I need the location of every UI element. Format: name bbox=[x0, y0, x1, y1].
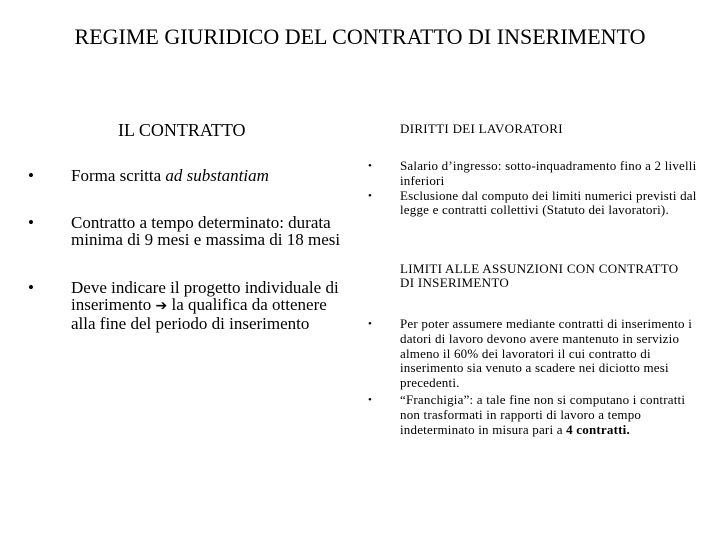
slide-title: REGIME GIURIDICO DEL CONTRATTO DI INSERIMENTO bbox=[74, 24, 646, 49]
rights-list bbox=[368, 159, 698, 218]
bullet-marker: • bbox=[28, 166, 34, 185]
item-bold-text: 4 contratti. bbox=[566, 421, 630, 437]
list-item bbox=[28, 167, 348, 184]
item-text: Deve indicare il progetto individuale di inserimento bbox=[71, 278, 339, 314]
list-item bbox=[28, 214, 348, 248]
item-text: Salario d’ingresso: sotto-inquadramento fino a 2 livelli inferiori bbox=[400, 158, 697, 188]
limits-heading: LIMITI ALLE ASSUNZIONI CON CONTRATTO DI INSERIMENTO bbox=[400, 261, 679, 290]
rights-heading: DIRITTI DEI LAVORATORI bbox=[400, 121, 563, 136]
left-column-heading: IL CONTRATTO bbox=[118, 120, 246, 140]
item-text: Per poter assumere mediante contratti di inserimento i datori di lavoro devono avere mantenuto in servizio almeno il 60% dei lavoratori il cui contratto di inserimento sia venuto a scadere nei diciotto mesi precedenti. bbox=[400, 316, 693, 391]
bullet-marker: • bbox=[28, 213, 34, 232]
bullet-marker: • bbox=[368, 318, 373, 330]
item-italic-text: ad substantiam bbox=[165, 166, 269, 185]
list-item bbox=[368, 189, 698, 219]
item-text: Contratto a tempo determinato: durata minima di 9 mesi e massima di 18 mesi bbox=[71, 213, 341, 249]
list-item bbox=[368, 393, 698, 437]
arrow-right-icon: ➔ bbox=[155, 298, 168, 314]
item-text: “Franchigia”: a tale fine non si computano i contratti non trasformati in rapporti di lavoro a tempo indeterminato in misura pari a bbox=[400, 391, 686, 437]
list-item bbox=[368, 317, 698, 391]
list-item bbox=[28, 279, 348, 332]
bullet-marker: • bbox=[368, 189, 373, 202]
limits-list bbox=[368, 317, 698, 437]
bullet-marker: • bbox=[28, 278, 34, 297]
bullet-marker: • bbox=[368, 160, 373, 172]
left-bullet-list bbox=[28, 167, 348, 358]
bullet-marker: • bbox=[368, 393, 373, 406]
item-text: Forma scritta bbox=[71, 166, 166, 185]
item-text: la qualifica da ottenere alla fine del periodo di inserimento bbox=[71, 295, 327, 333]
list-item bbox=[368, 159, 698, 189]
item-text: Esclusione dal computo dei limiti numerici previsti dal legge e contratti collettivi (Statuto dei lavoratori). bbox=[400, 187, 697, 218]
